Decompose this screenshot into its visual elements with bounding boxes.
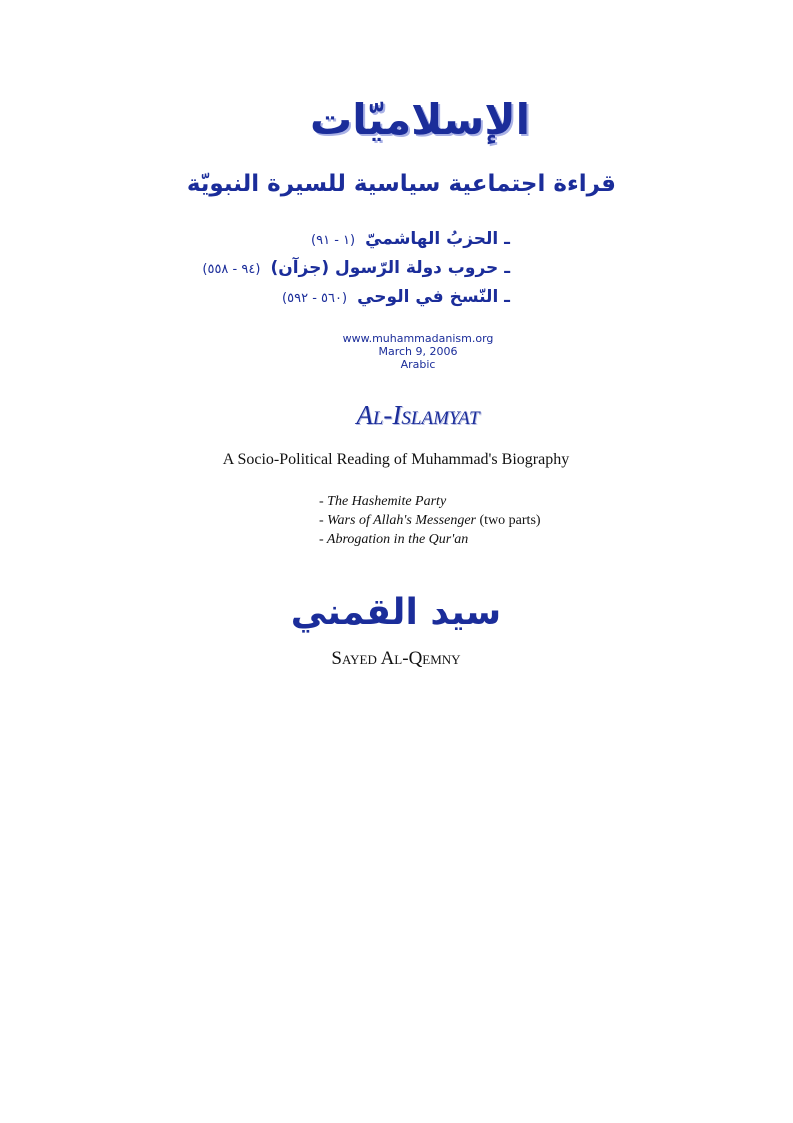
- arabic-contents-page-range: (٩٤ - ٥٥٨): [202, 262, 261, 277]
- english-contents-title: Abrogation in the Qur'an: [326, 532, 469, 547]
- english-contents-item: [319, 511, 619, 530]
- english-contents-title: Wars of Allah's Messenger: [327, 513, 477, 528]
- arabic-contents-title: ـ حروب دولة الرّسول (جزآن): [270, 258, 510, 278]
- english-contents-title: The Hashemite Party: [327, 494, 447, 509]
- arabic-author-name: سيد القمني: [290, 592, 502, 633]
- website-url: www.muhammadanism.org: [342, 332, 494, 345]
- english-contents-list: [319, 492, 619, 549]
- arabic-contents-item: [150, 224, 510, 253]
- arabic-contents-item: [150, 253, 510, 282]
- arabic-contents-title: ـ النّسخ في الوحي: [357, 287, 510, 307]
- arabic-contents-title: ـ الحزبُ الهاشميّ: [365, 229, 510, 249]
- english-subtitle: A Socio-Political Reading of Muhammad's Biography: [222, 451, 570, 468]
- english-contents-prefix: -: [319, 532, 327, 547]
- arabic-contents-list: [150, 224, 510, 311]
- english-contents-note: (two parts): [476, 513, 541, 528]
- arabic-contents-item: [150, 282, 510, 311]
- english-contents-prefix: -: [319, 494, 328, 509]
- language-label: Arabic: [400, 358, 436, 371]
- publication-info: [300, 332, 536, 371]
- english-contents-item: [319, 492, 619, 511]
- english-book-title: Al-Islamyat: [356, 400, 480, 430]
- publication-date: March 9, 2006: [378, 345, 458, 358]
- arabic-contents-page-range: (١ - ٩١): [311, 233, 356, 248]
- arabic-book-title: الإسلاميّات: [310, 95, 530, 144]
- english-author-name: Sayed Al-Qemny: [331, 648, 461, 669]
- english-contents-prefix: -: [319, 513, 328, 528]
- arabic-contents-page-range: (٥٦٠ - ٥٩٢): [282, 291, 348, 306]
- arabic-subtitle: قراءة اجتماعية سياسية للسيرة النبويّة: [186, 171, 616, 197]
- english-contents-item: [319, 530, 619, 549]
